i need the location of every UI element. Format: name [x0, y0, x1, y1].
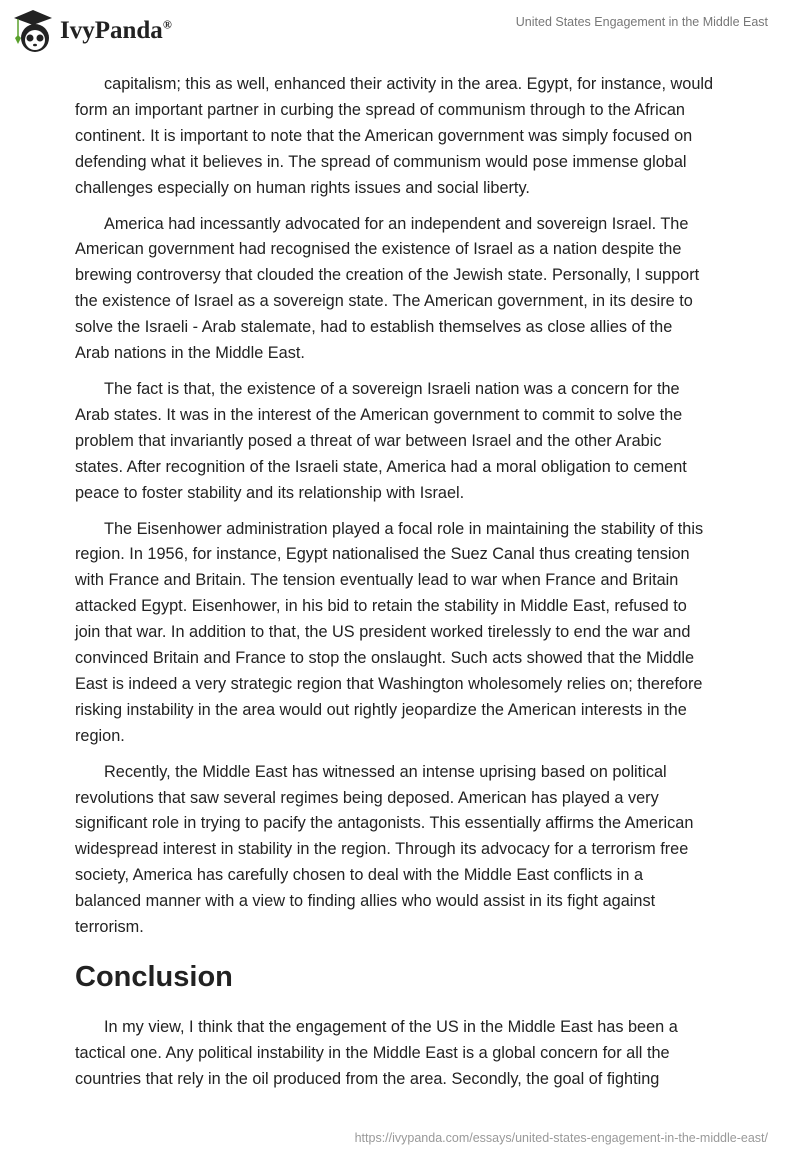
text-line: with France and Britain. The tension eventually lead to war when France and Britain — [75, 571, 679, 590]
paragraph — [75, 760, 735, 941]
text-line: In my view, I think that the engagement of the US in the Middle East has been a — [104, 1018, 678, 1036]
paragraph — [75, 72, 735, 202]
text-line: region. — [75, 726, 125, 745]
text-line: join that war. In addition to that, the US president worked tirelessly to end the war and — [75, 623, 691, 642]
source-url[interactable]: https://ivypanda.com/essays/united-states-engagement-in-the-middle-east/ — [354, 1131, 768, 1145]
text-line: countries that rely in the oil produced from the area. Secondly, the goal of fighting — [75, 1069, 660, 1088]
essay-content — [75, 72, 735, 1103]
text-line: states. After recognition of the Israeli state, America had a moral obligation to cement — [75, 457, 687, 476]
text-line: region. In 1956, for instance, Egypt nationalised the Suez Canal thus creating tension — [75, 545, 690, 564]
text-line: continent. It is important to note that the American government was simply focused on — [75, 126, 693, 145]
text-line: America had incessantly advocated for an independent and sovereign Israel. The — [104, 214, 689, 233]
ivypanda-logo[interactable] — [12, 8, 172, 54]
paragraph — [75, 517, 735, 750]
text-line: attacked Egypt. Eisenhower, in his bid to retain the stability in Middle East, refused to — [75, 597, 687, 616]
text-line: The Eisenhower administration played a focal role in maintaining the stability of this — [104, 519, 704, 538]
text-line: peace to foster stability and its relationship with Israel. — [75, 483, 465, 502]
text-line: brewing controversy that clouded the creation of the Jewish state. Personally, I support — [75, 266, 700, 285]
text-line: East is indeed a very strategic region that Washington wholesomely relies on; therefore — [75, 674, 703, 693]
text-line: Arab nations in the Middle East. — [75, 344, 305, 363]
text-line: The fact is that, the existence of a sovereign Israeli nation was a concern for the — [104, 379, 680, 398]
paragraph — [75, 1015, 735, 1093]
paragraph — [75, 212, 735, 367]
section-heading-conclusion: Conclusion — [75, 961, 233, 993]
panda-logo-icon — [12, 8, 54, 54]
text-line: Arab states. It was in the interest of the American government to commit to solve the — [75, 405, 683, 424]
text-line: challenges especially on human rights issues and social liberty. — [75, 178, 530, 197]
text-line: tactical one. Any political instability in the Middle East is a global concern for all the — [75, 1043, 670, 1062]
text-line: risking instability in the area would out rightly jeopardize the American interests in the — [75, 700, 687, 719]
text-line: problem that invariantly posed a threat of war between Israel and the other Arabic — [75, 431, 662, 450]
text-line: form an important partner in curbing the spread of communism through to the African — [75, 100, 685, 119]
text-line: American government had recognised the existence of Israel as a nation despite the — [75, 240, 682, 259]
text-line: terrorism. — [75, 918, 144, 937]
text-line: capitalism; this as well, enhanced their activity in the area. Egypt, for instance, would — [104, 75, 714, 93]
document-title: United States Engagement in the Middle East — [515, 15, 768, 29]
paragraph — [75, 377, 735, 507]
text-line: widespread interest in stability in the region. Through its advocacy for a terrorism free — [75, 840, 689, 859]
text-line: revolutions that saw several regimes being deposed. American has played a very — [75, 788, 659, 807]
text-line: convinced Britain and France to stop the onslaught. Such acts showed that the Middle — [75, 649, 695, 668]
text-line: balanced manner with a view to finding allies who would assist in its fight against — [75, 892, 656, 911]
text-line: defending what it believes in. The spread of communism would pose immense global — [75, 152, 687, 171]
logo-text: IvyPanda® — [60, 17, 172, 44]
text-line: the existence of Israel as a sovereign state. The American government, in its desire to — [75, 292, 693, 311]
text-line: solve the Israeli - Arab stalemate, had to establish themselves as close allies of the — [75, 318, 673, 337]
text-line: society, America has carefully chosen to deal with the Middle East conflicts in a — [75, 866, 644, 885]
text-line: Recently, the Middle East has witnessed an intense uprising based on political — [104, 762, 667, 781]
text-line: significant role in trying to pacify the antagonists. This essentially affirms the American — [75, 814, 694, 833]
